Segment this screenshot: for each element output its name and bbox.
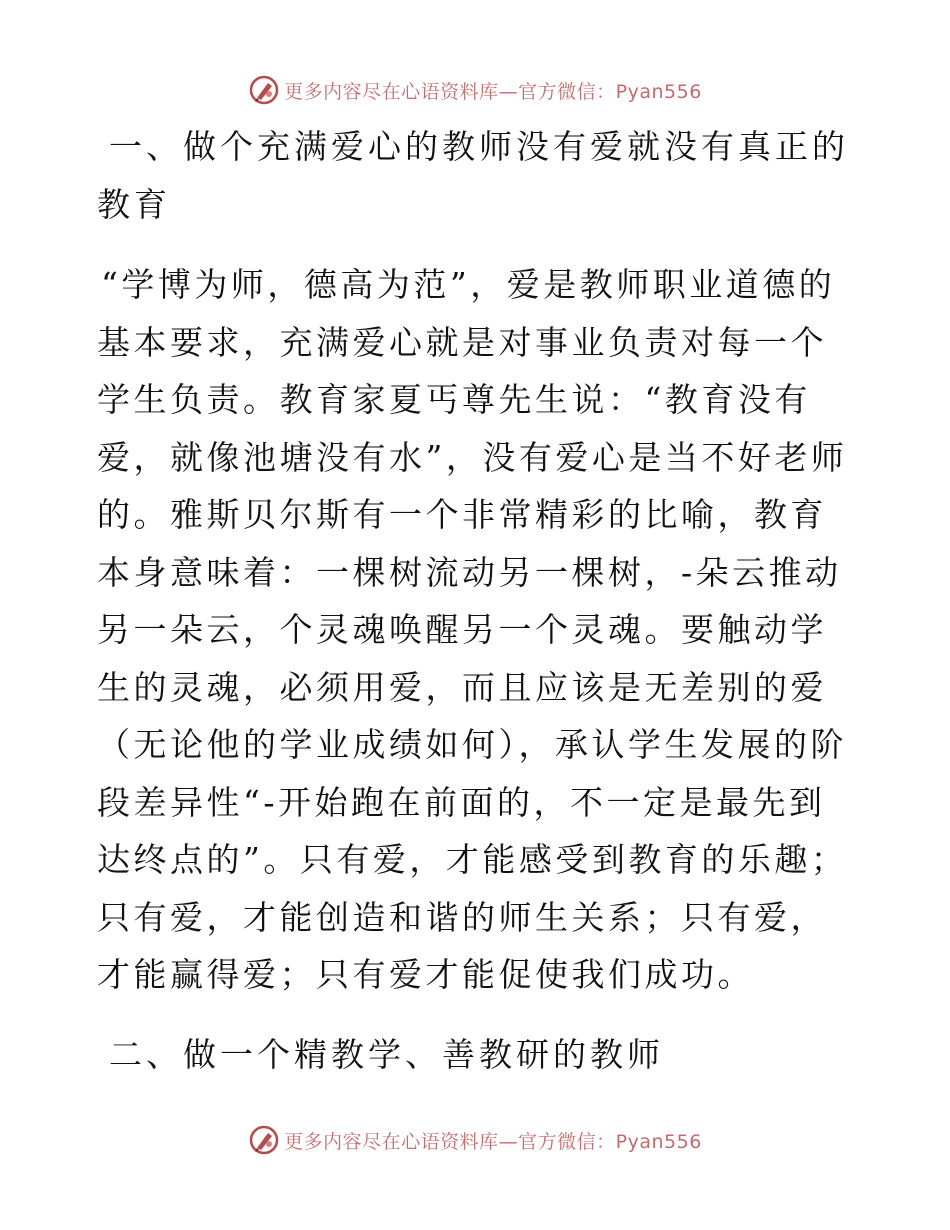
pen-logo-icon <box>248 74 280 106</box>
footer-watermark-banner <box>0 1120 950 1160</box>
watermark-text: 更多内容尽在心语资料库—官方微信：Pyan556 <box>284 1130 702 1153</box>
section-paragraph-1: “学博为师，德高为范”，爱是教师职业道德的基本要求，充满爱心就是对事业负责对每一个学生负责。教育家夏丐尊先生说：“教育没有爱，就像池塘没有水”，没有爱心是当不好老师的。雅斯贝尔斯有一个非常精彩的比喻，教育本身意味着：一棵树流动另一棵树，-朵云推动另一朵云，个灵魂唤醒另一个灵魂。要触动学生的灵魂，必须用爱，而且应该是无差别的爱（无论他的学业成绩如何），承认学生发展的阶段差异性“-开始跑在前面的，不一定是最先到达终点的”。只有爱，才能感受到教育的乐趣；只有爱，才能创造和谐的师生关系；只有爱，才能赢得爱；只有爱才能促使我们成功。 <box>97 265 848 994</box>
watermark-text: 更多内容尽在心语资料库—官方微信：Pyan556 <box>284 80 702 103</box>
header-watermark-banner <box>0 70 950 110</box>
section-heading-1: 一、做个充满爱心的教师没有爱就没有真正的教育 <box>97 127 849 224</box>
pen-logo-icon <box>248 1124 280 1156</box>
document-body <box>97 118 857 1084</box>
section-heading-2: 二、做一个精教学、善教研的教师 <box>109 1034 664 1074</box>
